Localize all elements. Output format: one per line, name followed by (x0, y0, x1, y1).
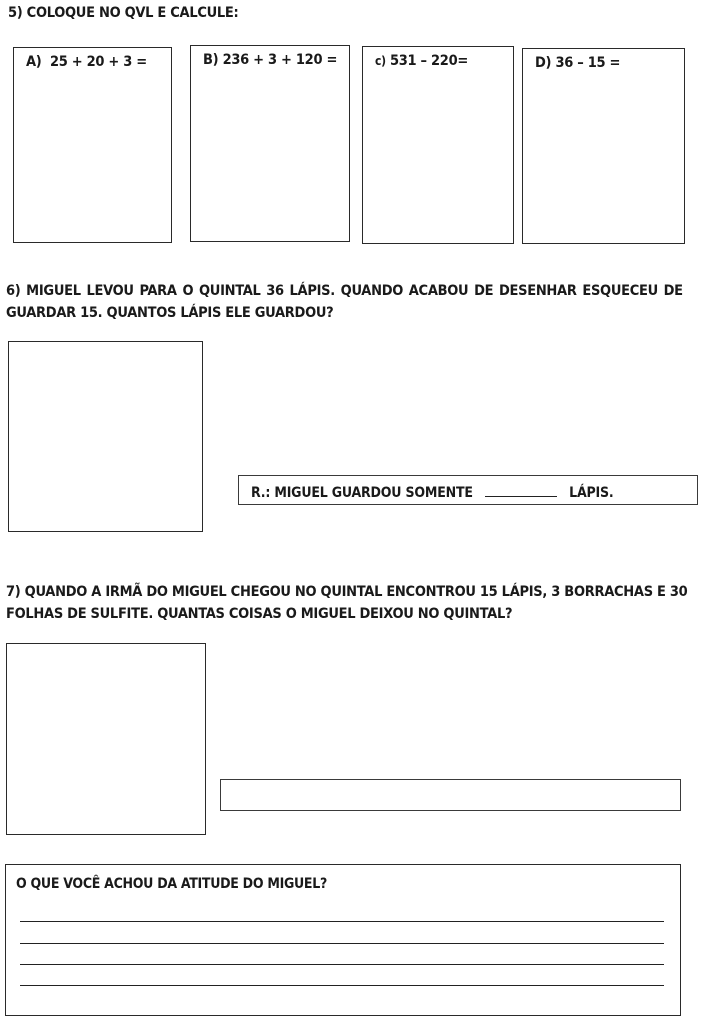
answer-line-1[interactable] (20, 921, 664, 922)
answer-6-suffix: LÁPIS. (569, 485, 614, 501)
calc-box-d-label: D) 36 – 15 = (535, 55, 621, 71)
work-area-6[interactable] (8, 341, 203, 532)
answer-line-4[interactable] (20, 985, 664, 986)
question-7-title: 7) QUANDO A IRMÃ DO MIGUEL CHEGOU NO QUINTAL ENCONTROU 15 LÁPIS, 3 BORRACHAS E 30 FOLHAS DE SULFITE. QUANTAS COISAS O MIGUEL DEIXOU NO QUINTAL? (6, 584, 688, 622)
answer-box-6 (238, 475, 698, 505)
work-area-7[interactable] (6, 643, 206, 835)
answer-box-7[interactable] (220, 779, 681, 811)
calc-box-a[interactable] (13, 47, 172, 243)
reflection-question: O QUE VOCÊ ACHOU DA ATITUDE DO MIGUEL? (16, 876, 327, 892)
reflection-box (5, 864, 681, 1016)
calc-box-b-label: B) 236 + 3 + 120 = (203, 52, 338, 68)
answer-6-blank[interactable] (485, 482, 557, 497)
calc-box-c-label: c) 531 – 220= (375, 53, 468, 69)
question-5-title: 5) COLOQUE NO QVL E CALCULE: (8, 5, 239, 21)
calc-box-d[interactable] (522, 48, 685, 244)
answer-line-2[interactable] (20, 943, 664, 944)
answer-6-prefix: R.: MIGUEL GUARDOU SOMENTE (251, 485, 473, 501)
calc-box-c[interactable] (362, 46, 514, 244)
answer-line-3[interactable] (20, 964, 664, 965)
calc-box-a-label: A) 25 + 20 + 3 = (26, 54, 147, 70)
question-6-title: 6) MIGUEL LEVOU PARA O QUINTAL 36 LÁPIS. QUANDO ACABOU DE DESENHAR ESQUECEU DE GUARDAR 15. QUANTOS LÁPIS ELE GUARDOU? (6, 283, 683, 321)
calc-box-b[interactable] (190, 45, 350, 242)
